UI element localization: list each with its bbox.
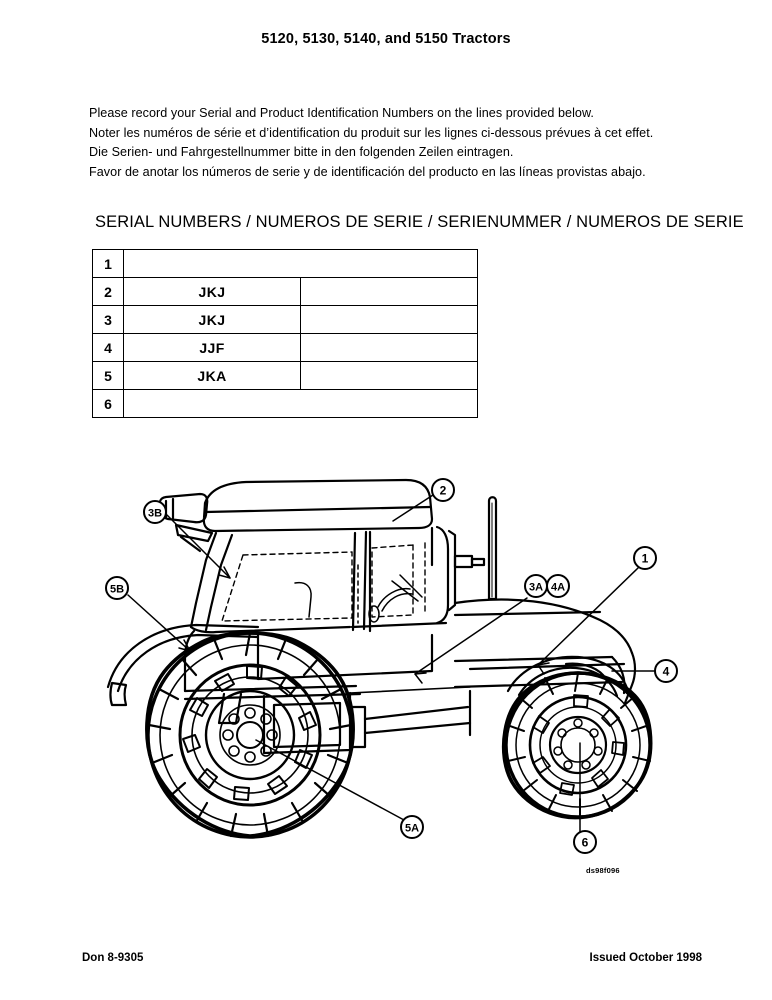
svg-text:3B: 3B: [147, 507, 163, 520]
row-index: 6: [93, 390, 124, 418]
figure-reference-code: ds98f096: [586, 866, 620, 875]
serial-entry-field[interactable]: [301, 362, 478, 390]
section-heading-serial-numbers: SERIAL NUMBERS / NUMEROS DE SERIE / SERIENUMMER / NUMEROS DE SERIE: [95, 213, 744, 231]
table-row: [93, 250, 478, 278]
serial-entry-field[interactable]: [124, 250, 478, 278]
row-index: 1: [93, 250, 124, 278]
rear-wheel: [147, 633, 353, 837]
row-index: 2: [93, 278, 124, 306]
intro-line-english: Please record your Serial and Product Identification Numbers on the lines provided below.: [89, 106, 594, 120]
svg-text:4A: 4A: [550, 581, 566, 594]
svg-text:5A: 5A: [404, 822, 420, 835]
table-row: [93, 278, 478, 306]
serial-entry-field[interactable]: [301, 306, 478, 334]
callout-3A: [525, 575, 547, 597]
callout-4: [655, 660, 677, 682]
svg-text:4: 4: [662, 664, 670, 679]
serial-entry-field[interactable]: [301, 278, 478, 306]
page-title: 5120, 5130, 5140, and 5150 Tractors: [261, 31, 511, 47]
serial-prefix: JKJ: [124, 278, 301, 306]
svg-text:6: 6: [581, 835, 589, 850]
serial-numbers-table: [92, 249, 478, 418]
callout-2: [432, 479, 454, 501]
intro-line-german: Die Serien- und Fahrgestellnummer bitte in den folgenden Zeilen eintragen.: [89, 145, 514, 160]
serial-prefix: JJF: [124, 334, 301, 362]
callout-3B: [144, 501, 166, 523]
serial-entry-field[interactable]: [301, 334, 478, 362]
tractor-line-drawing: [0, 455, 772, 895]
footer-document-number: Don 8-9305: [82, 952, 144, 964]
table-row: [93, 334, 478, 362]
table-row: [93, 390, 478, 418]
table-row: [93, 362, 478, 390]
callout-6: [574, 831, 596, 853]
svg-text:5B: 5B: [109, 583, 125, 596]
intro-line-french: Noter les numéros de série et d’identification du produit sur les lignes ci-dessous prévues à cet effet.: [89, 125, 654, 140]
front-wheel: [504, 673, 651, 818]
callout-4A: [547, 575, 569, 597]
row-index: 3: [93, 306, 124, 334]
svg-text:1: 1: [641, 551, 649, 566]
callout-5A: [401, 816, 423, 838]
callout-1: [634, 547, 656, 569]
tractor-illustration: [0, 455, 772, 895]
footer-issue-date: Issued October 1998: [589, 952, 702, 964]
row-index: 4: [93, 334, 124, 362]
callout-5B: [106, 577, 128, 599]
intro-instructions: [89, 104, 709, 182]
svg-text:2: 2: [439, 483, 447, 498]
serial-prefix: JKA: [124, 362, 301, 390]
intro-line-spanish: Favor de anotar los números de serie y de identificación del producto en las líneas provistas abajo.: [89, 164, 646, 179]
serial-entry-field[interactable]: [124, 390, 478, 418]
row-index: 5: [93, 362, 124, 390]
serial-prefix: JKJ: [124, 306, 301, 334]
svg-text:3A: 3A: [528, 581, 544, 594]
table-row: [93, 306, 478, 334]
